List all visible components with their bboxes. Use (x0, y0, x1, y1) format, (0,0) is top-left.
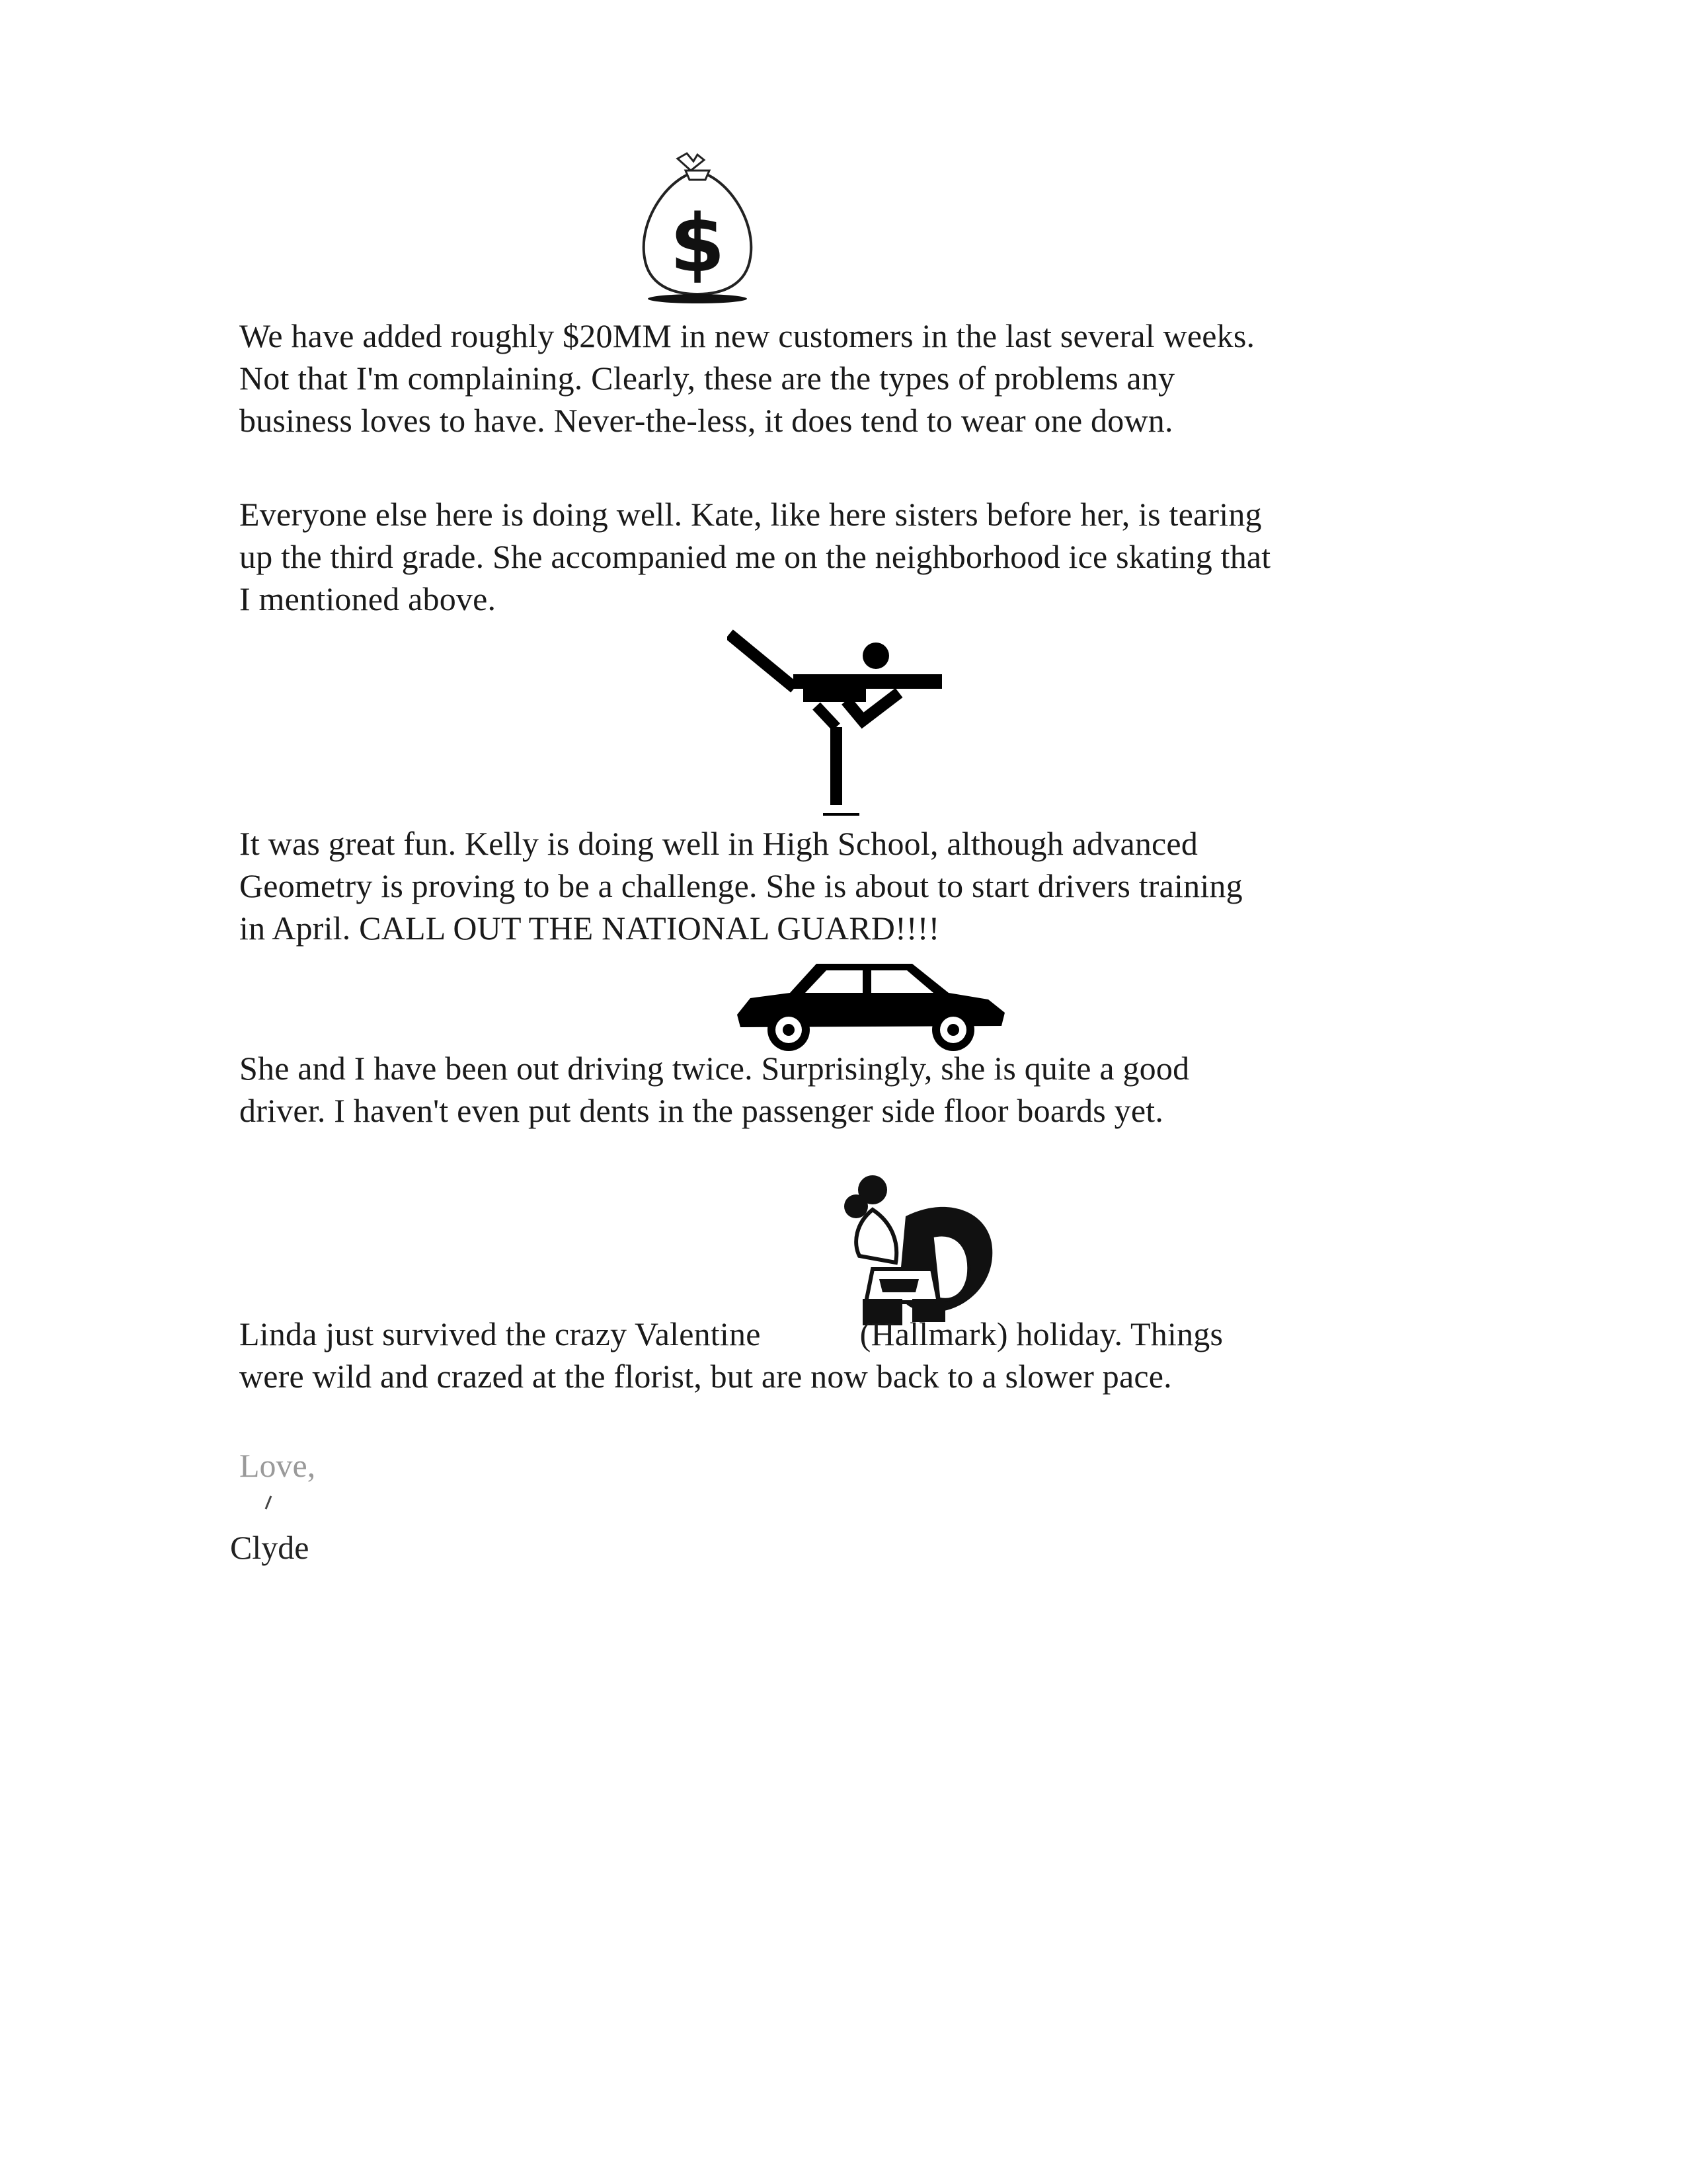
text-line: I mentioned above. (239, 580, 496, 617)
text-line (239, 1313, 1495, 1355)
paragraph-customers (239, 315, 1495, 442)
ice-skater-icon (727, 628, 952, 820)
text-line: business loves to have. Never-the-less, it does tend to wear one down. (239, 402, 1173, 439)
text-line: It was great fun. Kelly is doing well in High School, although advanced (239, 825, 1198, 862)
valentine-couple-icon (833, 1170, 1011, 1329)
linda-line-end: (Hallmark) holiday. Things (859, 1315, 1224, 1352)
text-line: Geometry is proving to be a challenge. She is about to start drivers training (239, 867, 1243, 904)
paragraph-kate (239, 493, 1495, 620)
signature: Clyde (230, 1529, 309, 1566)
text-line: Not that I'm complaining. Clearly, these are the types of problems any (239, 360, 1175, 397)
text-line: in April. CALL OUT THE NATIONAL GUARD!!!! (239, 910, 940, 947)
text-line: Everyone else here is doing well. Kate, like here sisters before her, is tearing (239, 496, 1262, 533)
paragraph-kelly (239, 822, 1495, 949)
paragraph-driving (239, 1047, 1495, 1132)
linda-line-start: Linda just survived the crazy Valentine (239, 1315, 761, 1352)
text-line: were wild and crazed at the florist, but are now back to a slower pace. (239, 1358, 1172, 1395)
signature-mark (259, 1493, 279, 1512)
text-line: She and I have been out driving twice. Surprisingly, she is quite a good (239, 1050, 1190, 1087)
text-line: We have added roughly $20MM in new customers in the last several weeks. (239, 317, 1255, 354)
paragraph-linda (239, 1313, 1495, 1397)
text-line: up the third grade. She accompanied me on the neighborhood ice skating that (239, 538, 1271, 575)
closing-text: Love, (239, 1447, 316, 1484)
car-icon (727, 952, 1011, 1058)
text-line: driver. I haven't even put dents in the passenger side floor boards yet. (239, 1092, 1164, 1129)
money-bag-icon (631, 145, 764, 304)
money-bag-symbol: $ (670, 198, 725, 290)
valentine-gap (761, 1328, 860, 1348)
